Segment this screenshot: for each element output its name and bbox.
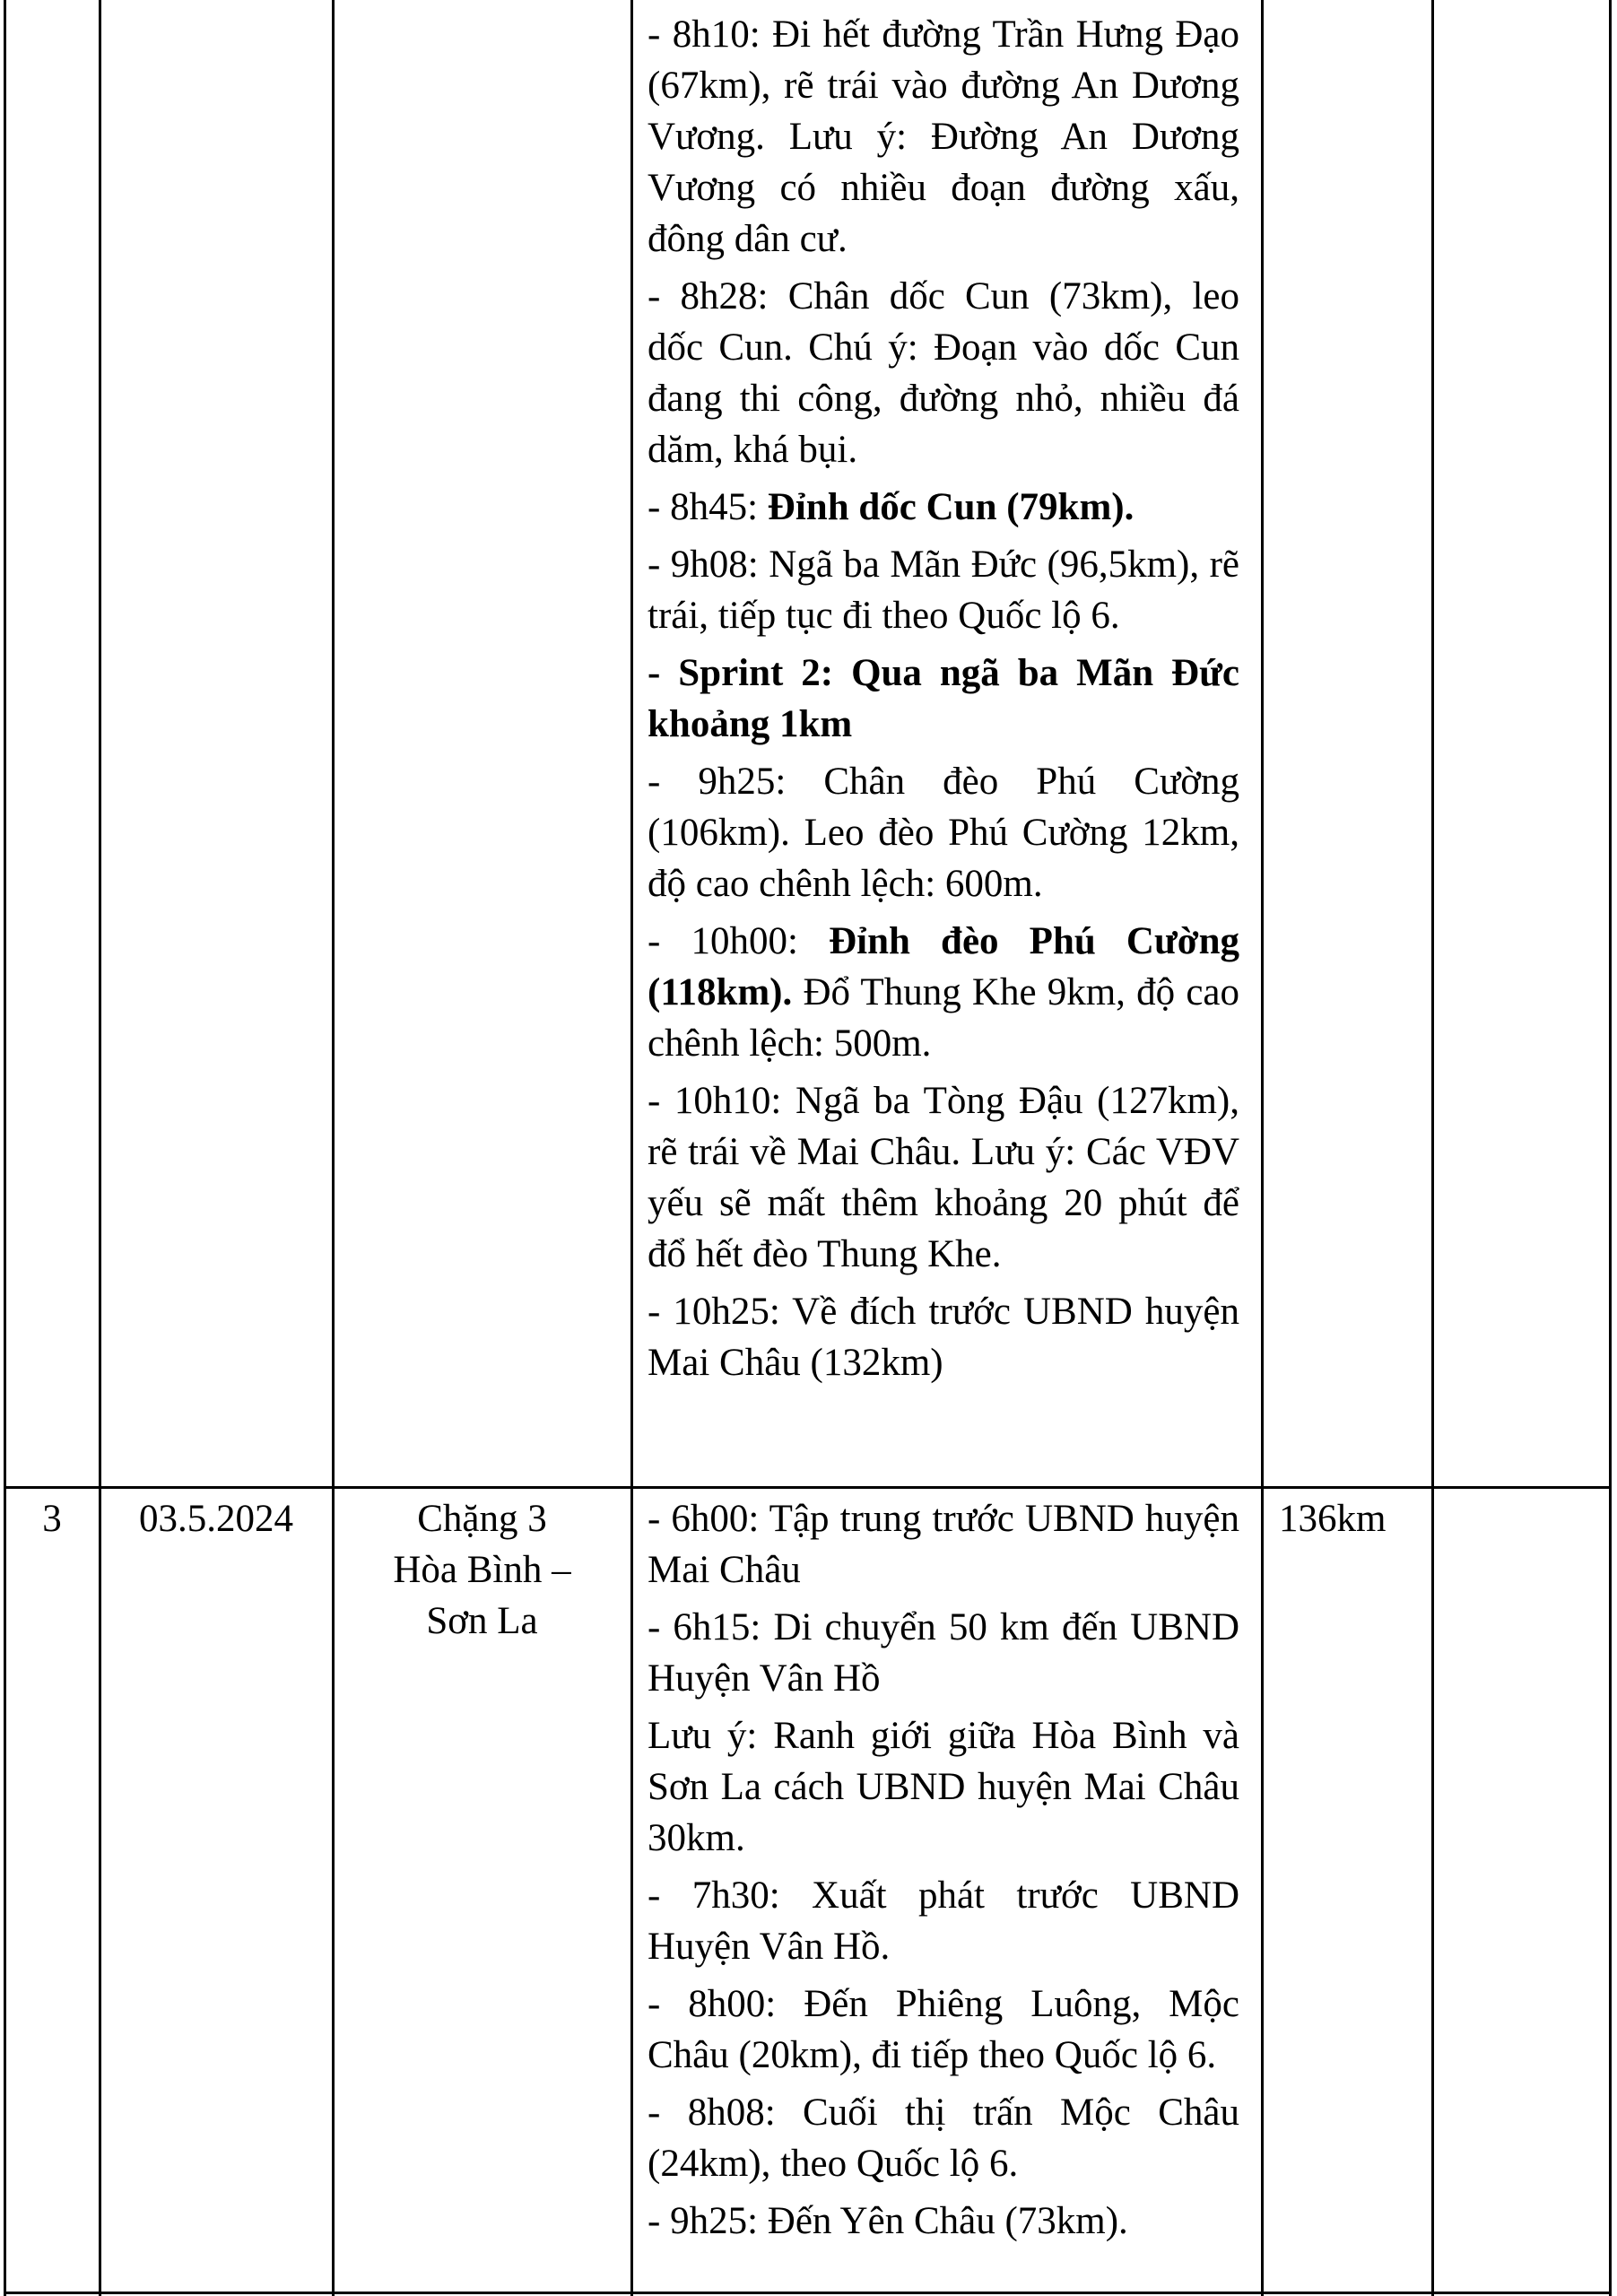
schedule-entry [648,1493,1239,1596]
column-divider [1431,0,1434,2296]
schedule-entry-text: - 8h08: Cuối thị trấn Mộc Châu (24km), theo Quốc lộ 6. [648,2092,1239,2185]
stage-route-line2: Sơn La [426,1600,538,1642]
schedule-entry-text: - 10h10: Ngã ba Tòng Đậu (127km), rẽ trái về Mai Châu. Lưu ý: Các VĐV yếu sẽ mất thêm khoảng 20 phút để đổ hết đèo Thung Khe. [648,1080,1239,1275]
schedule-entry [648,1710,1239,1864]
schedule-entry [648,1602,1239,1704]
row-number: 3 [42,1498,62,1540]
stage-cell [335,1493,629,1647]
schedule-entry [648,1870,1239,1972]
schedule-entry-highlight: - Sprint 2: Qua ngã ba Mãn Đức khoảng 1km [648,652,1239,745]
description-cell-continued [648,9,1239,1395]
distance-cell [1279,1493,1427,1544]
schedule-entry-text: - 6h00: Tập trung trước UBND huyện Mai Châu [648,1498,1239,1591]
schedule-entry-text: - 8h45: [648,486,768,528]
schedule-entry-text: - 10h25: Về đích trước UBND huyện Mai Châu (132km) [648,1291,1239,1384]
table-border-left [4,0,6,2296]
schedule-entry-text: - 10h00: [648,920,830,962]
schedule-entry [648,9,1239,265]
schedule-entry [648,2196,1239,2247]
schedule-entry-text: - 9h08: Ngã ba Mãn Đức (96,5km), rẽ trái, tiếp tục đi theo Quốc lộ 6. [648,544,1239,637]
schedule-entry [648,756,1239,909]
column-divider [630,0,633,2296]
stt-cell [7,1493,97,1544]
row-date: 03.5.2024 [139,1498,293,1540]
schedule-entry-text: - 9h25: Đến Yên Châu (73km). [648,2200,1128,2242]
description-list [648,9,1239,1388]
schedule-entry-text: - 8h28: Chân dốc Cun (73km), leo dốc Cun. Chú ý: Đoạn vào dốc Cun đang thi công, đường nhỏ, nhiều đá dăm, khá bụi. [648,275,1239,471]
schedule-entry [648,271,1239,475]
schedule-entry [648,539,1239,641]
schedule-entry-highlight: Đỉnh đèo Phú Cường (118km). [648,920,1239,1013]
schedule-entry-highlight: Đỉnh dốc Cun (79km). [767,486,1135,528]
schedule-entry [648,2087,1239,2189]
schedule-entry-text: - 6h15: Di chuyển 50 km đến UBND Huyện Vân Hồ [648,1606,1239,1700]
schedule-entry-text: - 8h10: Đi hết đường Trần Hưng Đạo (67km), rẽ trái vào đường An Dương Vương. Lưu ý: Đường An Dương Vương có nhiều đoạn đường xấu, đông dân cư. [648,13,1239,260]
schedule-entry [648,1979,1239,2081]
schedule-entry-text: - 8h00: Đến Phiêng Luông, Mộc Châu (20km), đi tiếp theo Quốc lộ 6. [648,1983,1239,2076]
stage-distance: 136km [1279,1498,1387,1540]
column-divider [99,0,101,2296]
row-divider [4,1486,1612,1489]
row-divider [4,2292,1612,2294]
date-cell [102,1493,330,1544]
column-divider [332,0,335,2296]
schedule-entry [648,916,1239,1069]
schedule-entry-text: - 9h25: Chân đèo Phú Cường (106km). Leo đèo Phú Cường 12km, độ cao chênh lệch: 600m. [648,761,1239,905]
table-border-right [1609,0,1612,2296]
column-divider [1261,0,1264,2296]
schedule-entry-text: - 7h30: Xuất phát trước UBND Huyện Vân Hồ. [648,1874,1239,1968]
schedule-entry [648,1075,1239,1280]
schedule-entry-text: Đổ Thung Khe 9km, độ cao chênh lệch: 500m. [648,971,1239,1065]
description-list [648,1493,1239,2247]
description-cell-row3 [648,1493,1239,2253]
schedule-entry [648,648,1239,750]
schedule-entry [648,482,1239,533]
schedule-entry [648,1286,1239,1388]
stage-route-line1: Hòa Bình – [393,1549,571,1591]
stage-title: Chặng 3 [417,1498,547,1540]
schedule-entry-text: Lưu ý: Ranh giới giữa Hòa Bình và Sơn La cách UBND huyện Mai Châu 30km. [648,1715,1239,1859]
